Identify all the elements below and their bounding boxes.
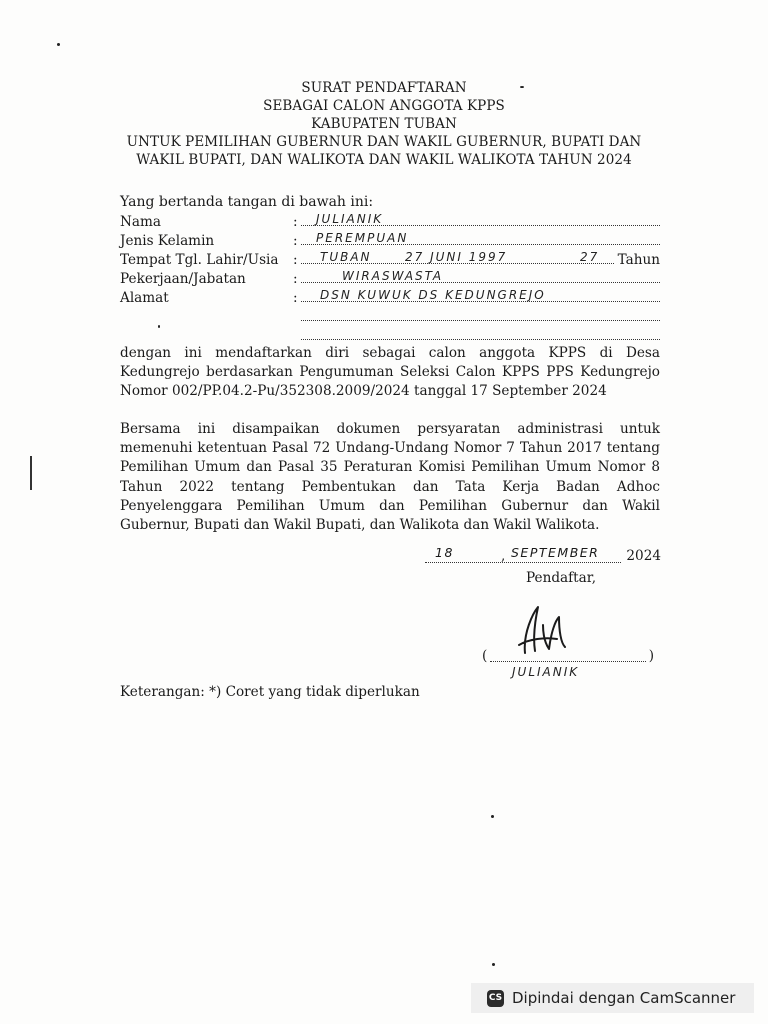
field-colon: : [293, 271, 298, 287]
paren-open: ( [482, 648, 488, 664]
address-extra-line-1 [120, 308, 660, 327]
camscanner-logo-icon: CS [487, 990, 504, 1007]
field-colon: : [293, 233, 298, 249]
handwritten-birthdate: 27 JUNI 1997 [405, 250, 508, 264]
field-jenis-kelamin [120, 232, 660, 251]
fill-line [301, 320, 660, 321]
fill-line [425, 562, 621, 563]
handwritten-value: WIRASWASTA [342, 269, 444, 283]
speck [491, 815, 494, 818]
handwritten-signer-name: JULIANIK [512, 665, 580, 679]
age-suffix: Tahun [614, 251, 660, 270]
signer-role: Pendaftar, [526, 570, 597, 586]
handwritten-value: JULIANIK [316, 212, 384, 226]
field-colon: : [293, 252, 298, 268]
handwritten-day: 18 [435, 545, 454, 560]
field-label: Alamat [120, 290, 169, 306]
speck [520, 86, 524, 88]
document-header [0, 79, 768, 169]
watermark-text: Dipindai dengan CamScanner [512, 989, 736, 1007]
applicant-fields [120, 213, 660, 346]
handwritten-value: PEREMPUAN [316, 231, 409, 245]
handwritten-month: SEPTEMBER [511, 545, 600, 560]
field-label: Pekerjaan/Jabatan [120, 271, 246, 287]
signing-date [425, 545, 661, 568]
fill-line [490, 661, 646, 662]
intro-text: Yang bertanda tangan di bawah ini: [120, 194, 374, 210]
signature-name-line [482, 648, 654, 666]
field-colon: : [293, 214, 298, 230]
field-colon: : [293, 290, 298, 306]
requirements-paragraph: Bersama ini disampaikan dokumen persyaratan administrasi untuk memenuhi ketentuan Pasal 72 Undang-Undang Nomor 7 Tahun 2017 tentang Pemilihan Umum dan Pasal 35 Peraturan Komisi Pemilihan Umum Nomor 8 Tahun 2022 tentang Pembentukan dan Tata Kerja Badan Adhoc Penyelenggara Pemilihan Umum dan Pemilihan Gubernur dan Wakil Gubernur, Bupati dan Wakil Bupati, dan Walikota dan Wakil Walikota. [120, 421, 660, 534]
header-election-line-2: WAKIL BUPATI, DAN WALIKOTA DAN WAKIL WALIKOTA TAHUN 2024 [136, 152, 632, 168]
registration-paragraph: dengan ini mendaftarkan diri sebagai calon anggota KPPS di Desa Kedungrejo berdasarkan Pengumuman Seleksi Calon KPPS PPS Kedungrejo Nomor 002/PP.04.2-Pu/352308.2009/2024 tanggal 17 September 2024 [120, 345, 660, 400]
header-election-line-1: UNTUK PEMILIHAN GUBERNUR DAN WAKIL GUBERNUR, BUPATI DAN [126, 134, 642, 150]
speck [57, 43, 60, 46]
footnote: Keterangan: *) Coret yang tidak diperlukan [120, 684, 420, 700]
field-label: Nama [120, 214, 161, 230]
handwritten-age: 27 [580, 250, 600, 264]
date-year: 2024 [623, 548, 661, 564]
camscanner-watermark [471, 983, 754, 1013]
field-alamat [120, 289, 660, 308]
field-label: Tempat Tgl. Lahir/Usia [120, 252, 279, 268]
field-label: Jenis Kelamin [120, 233, 215, 249]
speck [158, 325, 160, 328]
paren-close: ) [648, 648, 654, 664]
scan-margin-mark [30, 456, 32, 490]
handwritten-value: DSN KUWUK DS KEDUNGREJO [320, 288, 546, 302]
header-regency: KABUPATEN TUBAN [311, 116, 457, 132]
speck [492, 963, 495, 966]
header-title: SURAT PENDAFTARAN [301, 80, 467, 96]
fill-line [301, 339, 660, 340]
header-subtitle: SEBAGAI CALON ANGGOTA KPPS [263, 98, 505, 114]
handwritten-birthplace: TUBAN [320, 250, 372, 264]
date-comma: , [501, 548, 506, 564]
